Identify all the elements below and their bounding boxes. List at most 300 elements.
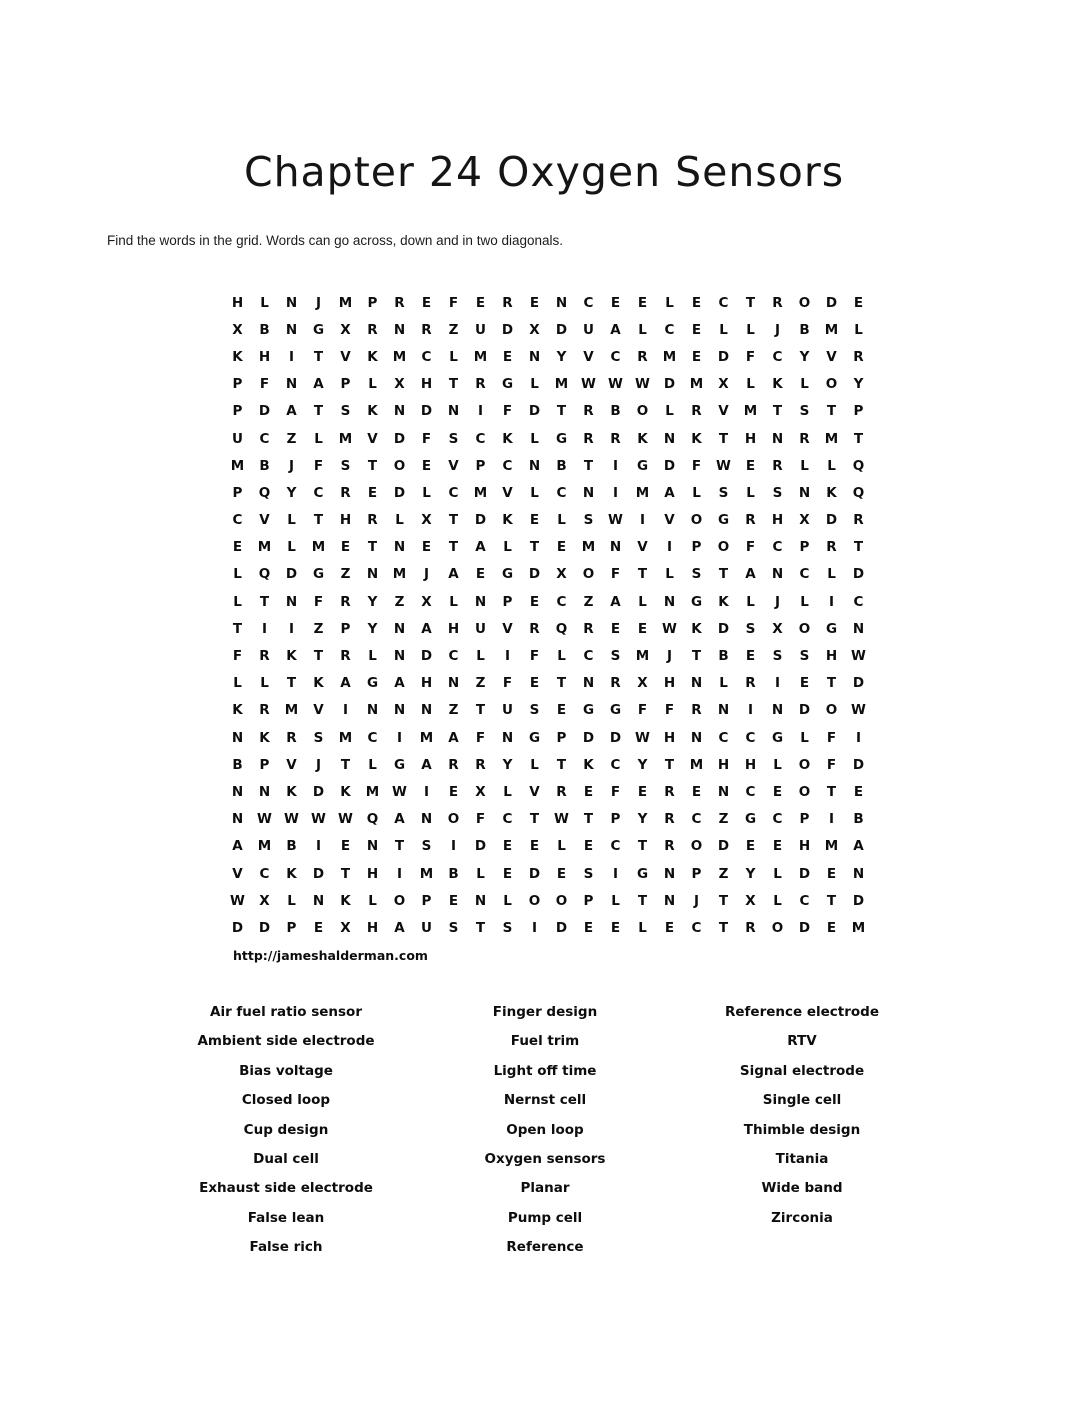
grid-letter: M [743, 403, 758, 420]
grid-letter: V [367, 430, 378, 447]
grid-letter: E [637, 620, 648, 637]
grid-letter: T [286, 675, 297, 692]
grid-letter: E [340, 539, 351, 556]
grid-letter: W [230, 892, 245, 909]
grid-letter: I [666, 539, 673, 556]
grid-letter: D [609, 729, 622, 746]
grid-row [224, 670, 872, 697]
grid-letter: H [663, 675, 676, 692]
grid-letter: P [799, 811, 810, 828]
grid-letter: T [448, 376, 459, 393]
grid-letter: E [610, 919, 621, 936]
grid-letter: I [396, 865, 403, 882]
grid-letter: D [798, 919, 811, 936]
grid-letter: M [473, 348, 488, 365]
grid-letter: Z [583, 593, 594, 610]
grid-letter: W [662, 620, 677, 637]
grid-letter: E [745, 838, 756, 855]
grid-letter: L [233, 675, 242, 692]
grid-letter: I [423, 783, 430, 800]
grid-letter: Q [852, 484, 865, 501]
grid-letter: A [745, 566, 756, 583]
grid-letter: M [338, 430, 353, 447]
grid-letter: J [288, 457, 295, 474]
grid-letter: M [419, 865, 434, 882]
grid-letter: D [528, 865, 541, 882]
grid-letter: N [798, 484, 811, 501]
grid-row [224, 615, 872, 642]
grid-letter: H [663, 729, 676, 746]
grid-letter: C [691, 919, 702, 936]
grid-letter: D [474, 838, 487, 855]
grid-letter: L [530, 430, 539, 447]
grid-letter: N [258, 783, 271, 800]
word-item: Ambient side electrode [197, 1033, 375, 1050]
grid-letter: M [851, 919, 866, 936]
grid-letter: E [691, 321, 702, 338]
grid-letter: M [554, 376, 569, 393]
grid-letter: D [420, 403, 433, 420]
grid-letter: T [475, 702, 486, 719]
grid-letter: S [421, 838, 432, 855]
grid-letter: L [638, 321, 647, 338]
grid-letter: F [745, 348, 756, 365]
grid-letter: E [745, 457, 756, 474]
grid-letter: P [610, 811, 621, 828]
grid-letter: F [475, 811, 486, 828]
grid-letter: E [691, 783, 702, 800]
grid-letter: T [637, 838, 648, 855]
grid-letter: E [772, 838, 783, 855]
grid-letter: S [448, 919, 459, 936]
grid-letter: B [610, 403, 621, 420]
grid-letter: T [340, 756, 351, 773]
grid-letter: N [231, 783, 244, 800]
grid-row [224, 833, 872, 860]
grid-letter: E [502, 865, 513, 882]
grid-letter: A [394, 675, 405, 692]
grid-letter: E [556, 702, 567, 719]
grid-letter: L [287, 539, 296, 556]
grid-letter: O [717, 539, 730, 556]
grid-letter: G [771, 729, 784, 746]
grid-letter: L [746, 376, 755, 393]
grid-letter: R [259, 648, 270, 665]
grid-letter: S [583, 865, 594, 882]
grid-letter: H [366, 865, 379, 882]
grid-letter: K [583, 756, 594, 773]
grid-letter: K [286, 865, 297, 882]
grid-letter: R [664, 811, 675, 828]
grid-letter: I [477, 403, 484, 420]
grid-letter: T [826, 675, 837, 692]
grid-letter: R [691, 702, 702, 719]
grid-letter: G [717, 512, 730, 529]
grid-letter: G [609, 702, 622, 719]
grid-letter: I [828, 811, 835, 828]
source-url-text: http://jameshalderman.com [233, 948, 428, 963]
grid-letter: D [717, 348, 730, 365]
grid-letter: M [635, 484, 650, 501]
grid-letter: L [233, 593, 242, 610]
grid-letter: E [556, 865, 567, 882]
grid-letter: Y [637, 811, 648, 828]
word-item: Wide band [761, 1180, 843, 1197]
grid-letter: S [313, 729, 324, 746]
grid-letter: F [259, 376, 270, 393]
grid-row [224, 588, 872, 615]
grid-letter: P [502, 593, 513, 610]
word-item: Light off time [493, 1062, 597, 1079]
grid-letter: F [313, 457, 324, 474]
grid-letter: O [636, 403, 649, 420]
grid-letter: O [825, 702, 838, 719]
grid-letter: G [312, 321, 325, 338]
grid-letter: W [392, 783, 407, 800]
grid-letter: R [610, 675, 621, 692]
grid-letter: R [583, 403, 594, 420]
grid-letter: T [664, 756, 675, 773]
grid-letter: X [394, 376, 405, 393]
grid-letter: V [340, 348, 351, 365]
grid-letter: H [798, 838, 811, 855]
grid-letter: M [689, 376, 704, 393]
grid-letter: Q [366, 811, 379, 828]
grid-letter: S [799, 648, 810, 665]
grid-letter: T [718, 919, 729, 936]
grid-letter: R [367, 512, 378, 529]
word-list-column [161, 998, 411, 1263]
grid-letter: K [502, 430, 513, 447]
grid-letter: V [286, 756, 297, 773]
grid-letter: F [610, 783, 621, 800]
grid-letter: J [774, 593, 781, 610]
grid-letter: A [394, 919, 405, 936]
grid-letter: Z [340, 566, 351, 583]
grid-letter: L [827, 457, 836, 474]
grid-letter: L [665, 294, 674, 311]
grid-letter: O [690, 512, 703, 529]
grid-letter: P [232, 376, 243, 393]
grid-letter: R [367, 321, 378, 338]
word-item: Reference [506, 1239, 584, 1256]
grid-letter: E [529, 838, 540, 855]
grid-letter: E [232, 539, 243, 556]
grid-letter: E [529, 675, 540, 692]
grid-letter: Y [853, 376, 864, 393]
grid-letter: R [745, 919, 756, 936]
grid-letter: C [583, 294, 594, 311]
grid-letter: I [315, 838, 322, 855]
grid-letter: L [368, 892, 377, 909]
word-item: Planar [520, 1180, 570, 1197]
grid-letter: S [340, 457, 351, 474]
grid-letter: O [825, 376, 838, 393]
grid-letter: G [744, 811, 757, 828]
grid-letter: I [774, 675, 781, 692]
grid-letter: F [313, 593, 324, 610]
grid-letter: N [285, 593, 298, 610]
grid-letter: T [475, 919, 486, 936]
grid-letter: Y [286, 484, 297, 501]
grid-letter: M [365, 783, 380, 800]
grid-letter: T [556, 675, 567, 692]
grid-letter: D [393, 430, 406, 447]
grid-letter: N [312, 892, 325, 909]
grid-letter: C [745, 729, 756, 746]
grid-letter: P [853, 403, 864, 420]
grid-letter: G [312, 566, 325, 583]
grid-letter: I [261, 620, 268, 637]
grid-letter: S [772, 648, 783, 665]
grid-letter: A [610, 321, 621, 338]
grid-letter: Q [258, 484, 271, 501]
grid-letter: T [232, 620, 243, 637]
grid-letter: Z [448, 702, 459, 719]
grid-letter: C [448, 484, 459, 501]
grid-letter: L [449, 348, 458, 365]
grid-row [224, 371, 872, 398]
grid-letter: C [232, 512, 243, 529]
grid-letter: N [771, 566, 784, 583]
grid-letter: T [313, 512, 324, 529]
grid-letter: N [393, 620, 406, 637]
grid-letter: S [745, 620, 756, 637]
grid-letter: Z [286, 430, 297, 447]
grid-letter: C [259, 430, 270, 447]
grid-letter: L [557, 648, 566, 665]
grid-letter: F [826, 756, 837, 773]
grid-row [224, 914, 872, 941]
grid-letter: B [853, 811, 864, 828]
grid-letter: C [556, 484, 567, 501]
word-item: Exhaust side electrode [199, 1180, 373, 1197]
grid-letter: M [824, 838, 839, 855]
grid-letter: U [583, 321, 594, 338]
grid-letter: A [610, 593, 621, 610]
grid-letter: T [826, 783, 837, 800]
grid-letter: H [339, 512, 352, 529]
grid-letter: L [503, 539, 512, 556]
grid-letter: E [610, 294, 621, 311]
grid-letter: L [665, 403, 674, 420]
grid-row [224, 425, 872, 452]
grid-letter: F [475, 729, 486, 746]
grid-letter: F [637, 702, 648, 719]
grid-letter: S [448, 430, 459, 447]
grid-letter: O [528, 892, 541, 909]
grid-letter: P [286, 919, 297, 936]
page-title: Chapter 24 Oxygen Sensors [243, 148, 845, 196]
grid-letter: N [690, 729, 703, 746]
grid-letter: K [232, 702, 243, 719]
grid-letter: K [340, 892, 351, 909]
grid-row [224, 724, 872, 751]
grid-letter: W [608, 376, 623, 393]
grid-letter: N [771, 702, 784, 719]
grid-letter: R [583, 430, 594, 447]
grid-letter: L [746, 484, 755, 501]
grid-letter: O [798, 294, 811, 311]
grid-letter: N [501, 729, 514, 746]
grid-letter: R [340, 593, 351, 610]
grid-letter: L [287, 512, 296, 529]
grid-letter: D [825, 512, 838, 529]
grid-letter: X [772, 620, 783, 637]
grid-letter: Y [637, 756, 648, 773]
grid-letter: N [447, 675, 460, 692]
grid-letter: Q [258, 566, 271, 583]
grid-letter: M [662, 348, 677, 365]
grid-letter: Q [555, 620, 568, 637]
grid-letter: C [421, 348, 432, 365]
grid-row [224, 751, 872, 778]
grid-letter: E [745, 648, 756, 665]
grid-letter: I [450, 838, 457, 855]
grid-letter: R [853, 512, 864, 529]
grid-letter: E [475, 294, 486, 311]
grid-letter: G [555, 430, 568, 447]
grid-letter: I [612, 865, 619, 882]
grid-row [224, 479, 872, 506]
grid-letter: F [232, 648, 243, 665]
grid-letter: R [556, 783, 567, 800]
grid-letter: W [716, 457, 731, 474]
grid-letter: N [285, 321, 298, 338]
grid-letter: L [260, 675, 269, 692]
grid-letter: E [853, 294, 864, 311]
grid-letter: X [718, 376, 729, 393]
grid-letter: K [772, 376, 783, 393]
grid-letter: X [799, 512, 810, 529]
grid-letter: T [853, 539, 864, 556]
grid-letter: O [393, 892, 406, 909]
grid-letter: G [690, 593, 703, 610]
grid-letter: Y [745, 865, 756, 882]
grid-letter: D [717, 620, 730, 637]
grid-letter: F [502, 403, 513, 420]
word-item: Air fuel ratio sensor [210, 1004, 362, 1020]
grid-letter: O [555, 892, 568, 909]
grid-letter: X [637, 675, 648, 692]
grid-letter: R [799, 430, 810, 447]
grid-letter: N [555, 294, 568, 311]
grid-letter: X [556, 566, 567, 583]
grid-letter: N [528, 457, 541, 474]
grid-letter: L [422, 484, 431, 501]
grid-letter: C [475, 430, 486, 447]
grid-letter: W [338, 811, 353, 828]
grid-letter: L [557, 838, 566, 855]
grid-letter: I [396, 729, 403, 746]
grid-letter: U [232, 430, 243, 447]
grid-letter: P [340, 620, 351, 637]
grid-letter: E [826, 919, 837, 936]
grid-letter: K [340, 783, 351, 800]
grid-letter: D [258, 403, 271, 420]
grid-letter: C [259, 865, 270, 882]
grid-letter: R [826, 539, 837, 556]
grid-letter: E [421, 457, 432, 474]
grid-letter: Y [367, 620, 378, 637]
grid-letter: N [717, 783, 730, 800]
word-item: Pump cell [507, 1209, 583, 1226]
grid-letter: F [502, 675, 513, 692]
grid-letter: D [555, 321, 568, 338]
grid-letter: N [609, 539, 622, 556]
grid-letter: R [583, 620, 594, 637]
grid-letter: E [448, 892, 459, 909]
grid-letter: B [799, 321, 810, 338]
grid-letter: L [530, 376, 539, 393]
grid-letter: O [393, 457, 406, 474]
grid-letter: K [637, 430, 648, 447]
grid-letter: T [718, 892, 729, 909]
grid-letter: E [340, 838, 351, 855]
grid-letter: K [826, 484, 837, 501]
grid-letter: E [826, 865, 837, 882]
grid-letter: C [772, 348, 783, 365]
grid-letter: O [582, 566, 595, 583]
grid-letter: C [367, 729, 378, 746]
grid-letter: B [259, 321, 270, 338]
grid-letter: H [258, 348, 271, 365]
grid-letter: W [635, 376, 650, 393]
grid-letter: L [638, 919, 647, 936]
grid-letter: T [529, 539, 540, 556]
word-item: Nernst cell [503, 1092, 587, 1109]
grid-letter: H [420, 675, 433, 692]
grid-letter: D [852, 756, 865, 773]
grid-letter: J [693, 892, 700, 909]
grid-letter: D [312, 783, 325, 800]
grid-letter: O [771, 919, 784, 936]
grid-row [224, 561, 872, 588]
grid-letter: E [367, 484, 378, 501]
grid-letter: E [637, 294, 648, 311]
grid-letter: I [288, 348, 295, 365]
grid-letter: I [612, 457, 619, 474]
grid-letter: C [718, 294, 729, 311]
grid-letter: W [635, 729, 650, 746]
grid-letter: C [313, 484, 324, 501]
grid-letter: D [582, 729, 595, 746]
grid-letter: L [800, 729, 809, 746]
grid-letter: E [529, 294, 540, 311]
grid-letter: D [393, 484, 406, 501]
grid-letter: V [502, 484, 513, 501]
grid-letter: E [529, 593, 540, 610]
grid-letter: H [744, 756, 757, 773]
grid-letter: L [314, 430, 323, 447]
grid-letter: E [772, 783, 783, 800]
grid-letter: C [772, 539, 783, 556]
grid-letter: H [744, 430, 757, 447]
grid-row [224, 778, 872, 805]
grid-letter: K [232, 348, 243, 365]
grid-letter: N [717, 702, 730, 719]
instructions-text: Find the words in the grid. Words can go across, down and in two diagonals. [107, 233, 564, 248]
grid-letter: T [691, 648, 702, 665]
grid-letter: D [312, 865, 325, 882]
grid-letter: B [556, 457, 567, 474]
grid-row [224, 507, 872, 534]
grid-letter: L [854, 321, 863, 338]
grid-letter: I [855, 729, 862, 746]
grid-letter: E [529, 512, 540, 529]
grid-letter: F [826, 729, 837, 746]
grid-letter: L [503, 783, 512, 800]
